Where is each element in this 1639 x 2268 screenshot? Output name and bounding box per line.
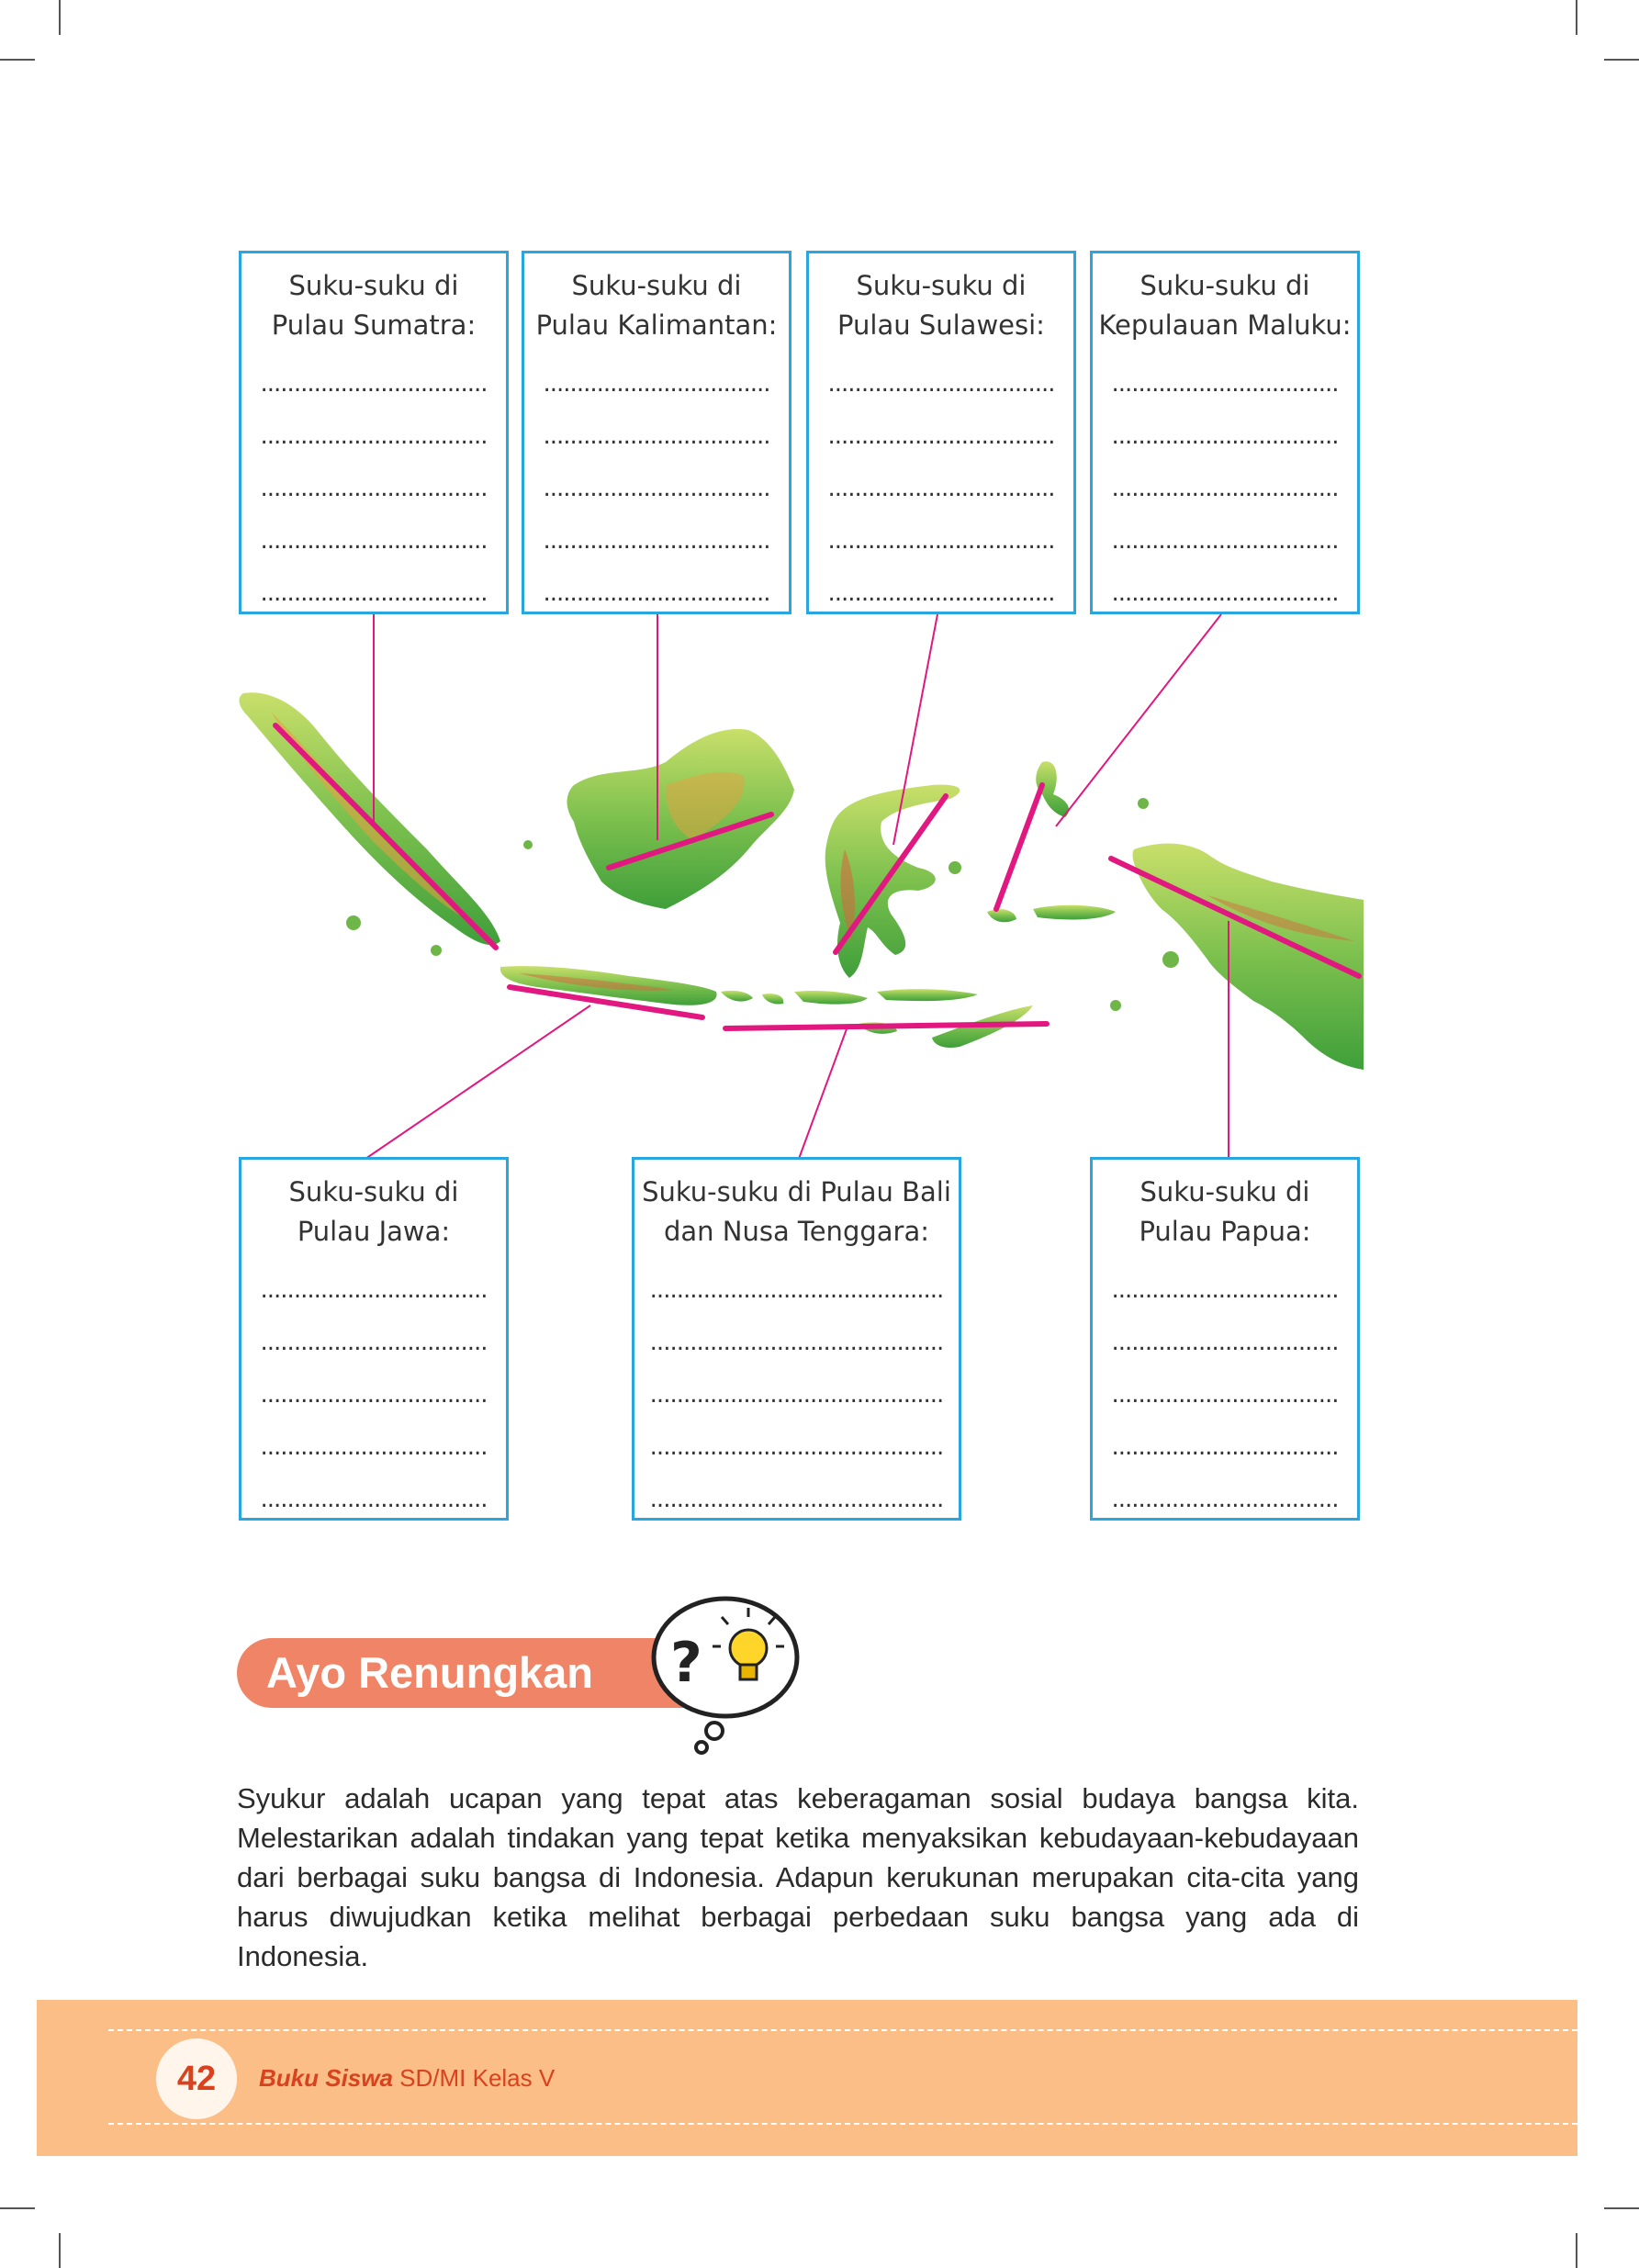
answer-line[interactable]: .................................. [260,475,488,502]
box-bali-nusa-tenggara [632,1157,961,1521]
crop-mark [59,2233,61,2268]
box-title: Suku-suku di Pulau Sumatra: [271,270,477,341]
indicator-sumatra [275,725,496,948]
island-buru [987,909,1016,922]
small-island [1110,1000,1121,1011]
crop-mark [0,59,35,61]
box-title: Suku-suku di Pulau Sulawesi: [837,270,1045,341]
book-title-bold: Buku Siswa [259,2064,393,2092]
answer-line[interactable]: .................................. [827,475,1055,502]
crop-mark [1576,0,1577,35]
answer-line[interactable]: .................................. [1111,1381,1339,1409]
answer-line[interactable]: .................................. [260,527,488,555]
box-title: Suku-suku di Kepulauan Maluku: [1098,270,1352,341]
answer-line[interactable]: .................................. [1111,475,1339,502]
answer-line[interactable]: ............................................ [649,1329,944,1356]
question-mark-icon: ? [670,1631,702,1695]
answer-line[interactable]: .................................. [260,1381,488,1409]
crop-mark [0,2207,35,2209]
box-maluku [1090,251,1360,614]
box-title: Suku-suku di Pulau Bali dan Nusa Tenggara: [642,1176,951,1247]
box-title: Suku-suku di Pulau Kalimantan: [535,270,778,341]
answer-line[interactable]: ............................................ [649,1486,944,1513]
answer-line[interactable]: .................................. [543,422,770,450]
answer-line[interactable]: .................................. [827,422,1055,450]
box-title: Suku-suku di Pulau Jawa: [288,1176,459,1247]
answer-line[interactable]: ............................................ [649,1433,944,1461]
answer-line[interactable]: .................................. [827,527,1055,555]
answer-line[interactable]: .................................. [827,370,1055,398]
island-bali [721,991,753,1002]
answer-line[interactable]: .................................. [260,1433,488,1461]
box-kalimantan [522,251,791,614]
answer-line[interactable]: .................................. [260,579,488,607]
answer-line[interactable]: .................................. [543,527,770,555]
crop-mark [1604,59,1639,61]
small-island [1138,798,1149,809]
crop-mark [1604,2207,1639,2209]
answer-line[interactable]: .................................. [827,579,1055,607]
answer-line[interactable]: ............................................ [649,1381,944,1409]
small-island [949,861,961,874]
answer-line[interactable]: .................................. [543,475,770,502]
small-island [1162,951,1179,968]
answer-line[interactable]: .................................. [1111,527,1339,555]
answer-line[interactable]: .................................. [260,422,488,450]
crop-mark [1576,2233,1577,2268]
island-lombok [762,994,783,1004]
answer-line[interactable]: .................................. [1111,370,1339,398]
small-island [346,915,361,930]
box-papua [1090,1157,1360,1521]
answer-line[interactable]: .................................. [260,1329,488,1356]
island-sumbawa [794,991,868,1005]
small-island [431,945,442,956]
answer-line[interactable]: .................................. [260,1276,488,1304]
answer-line[interactable]: .................................. [1111,1276,1339,1304]
box-sumatra [239,251,509,614]
answer-line[interactable]: .................................. [1111,1486,1339,1513]
answer-line[interactable]: .................................. [1111,1329,1339,1356]
answer-line[interactable]: .................................. [260,1486,488,1513]
island-flores [877,989,978,1001]
box-jawa [239,1157,509,1521]
footer-dash-top [108,2029,1577,2031]
reflection-paragraph: Syukur adalah ucapan yang tepat atas keberagaman sosial budaya bangsa kita. Melestarikan adalah tindakan yang tepat ketika menyaksikan kebudayaan-kebudayaan dari berbagai suku bangsa di Indonesia. Adapun kerukunan merupakan cita-cita yang harus diwujudkan ketika melihat berbagai perbedaan suku bangsa yang ada di Indonesia. [237,1782,1359,1972]
book-title [259,2064,555,2093]
book-title-rest: SD/MI Kelas V [392,2064,556,2092]
page-number: 42 [156,2038,237,2119]
answer-line[interactable]: .................................. [1111,579,1339,607]
indonesia-map [234,675,1364,1106]
answer-line[interactable]: .................................. [543,579,770,607]
answer-line[interactable]: ............................................ [649,1276,944,1304]
island-seram [1033,905,1116,920]
answer-line[interactable]: .................................. [1111,422,1339,450]
answer-line[interactable]: .................................. [260,370,488,398]
thought-bubble-icon [624,1591,808,1757]
crop-mark [59,0,61,35]
box-title: Suku-suku di Pulau Papua: [1139,1176,1311,1247]
section-title: Ayo Renungkan [266,1648,594,1697]
footer-dash-bottom [108,2123,1577,2125]
indicator-maluku [996,785,1042,909]
answer-line[interactable]: .................................. [1111,1433,1339,1461]
small-island [523,840,533,849]
answer-line[interactable]: .................................. [543,370,770,398]
box-sulawesi [806,251,1076,614]
